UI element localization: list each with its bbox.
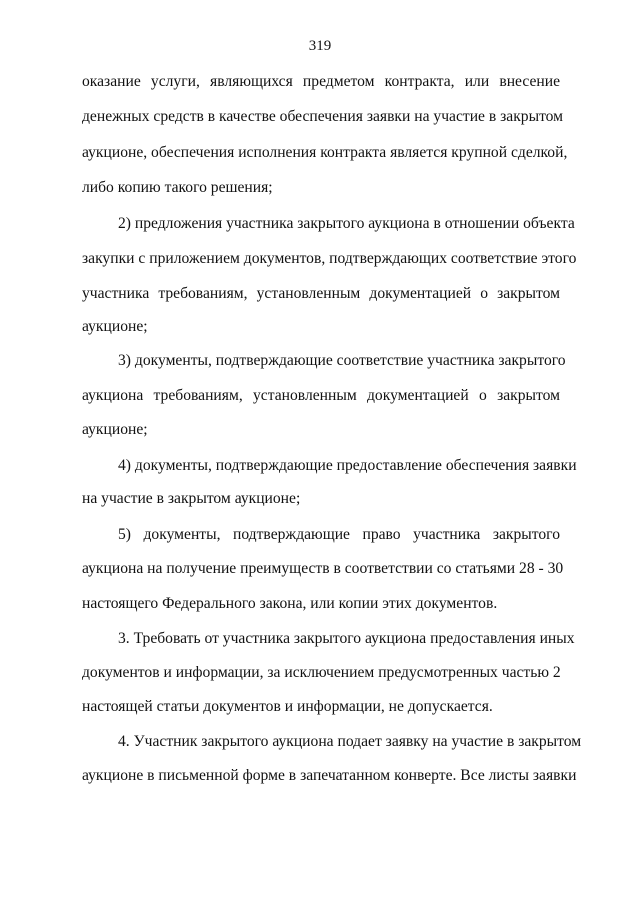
- text-line: на участие в закрытом аукционе;: [82, 490, 301, 507]
- text-line: настоящей статьи документов и информации, не допускается.: [82, 698, 493, 715]
- text-line: аукциона на получение преимуществ в соответствии со статьями 28 - 30: [82, 560, 564, 577]
- text-line: аукционе в письменной форме в запечатанном конверте. Все листы заявки: [82, 767, 577, 784]
- text-line: денежных средств в качестве обеспечения заявки на участие в закрытом: [82, 108, 564, 125]
- text-line: аукциона требованиям, установленным документацией о закрытом: [82, 387, 560, 404]
- text-line: участника требованиям, установленным документацией о закрытом: [82, 285, 560, 302]
- text-line: оказание услуги, являющихся предметом контракта, или внесение: [82, 73, 560, 90]
- text-line: 3. Требовать от участника закрытого аукциона предоставления иных: [118, 630, 575, 647]
- text-line: аукционе;: [82, 318, 148, 335]
- text-line: аукционе;: [82, 421, 148, 438]
- text-line: 3) документы, подтверждающие соответствие участника закрытого: [118, 352, 566, 369]
- page-number: 319: [308, 38, 332, 54]
- text-line: аукционе, обеспечения исполнения контракта является крупной сделкой,: [82, 144, 568, 161]
- text-line: документов и информации, за исключением предусмотренных частью 2: [82, 664, 561, 681]
- text-line: 2) предложения участника закрытого аукциона в отношении объекта: [118, 215, 575, 232]
- text-line: закупки с приложением документов, подтверждающих соответствие этого: [82, 250, 577, 267]
- text-line: настоящего Федерального закона, или копии этих документов.: [82, 595, 498, 612]
- text-line: 4. Участник закрытого аукциона подает заявку на участие в закрытом: [118, 733, 582, 750]
- text-line: либо копию такого решения;: [82, 179, 273, 196]
- text-line: 4) документы, подтверждающие предоставление обеспечения заявки: [118, 457, 577, 474]
- text-line: 5) документы, подтверждающие право участника закрытого: [118, 526, 560, 543]
